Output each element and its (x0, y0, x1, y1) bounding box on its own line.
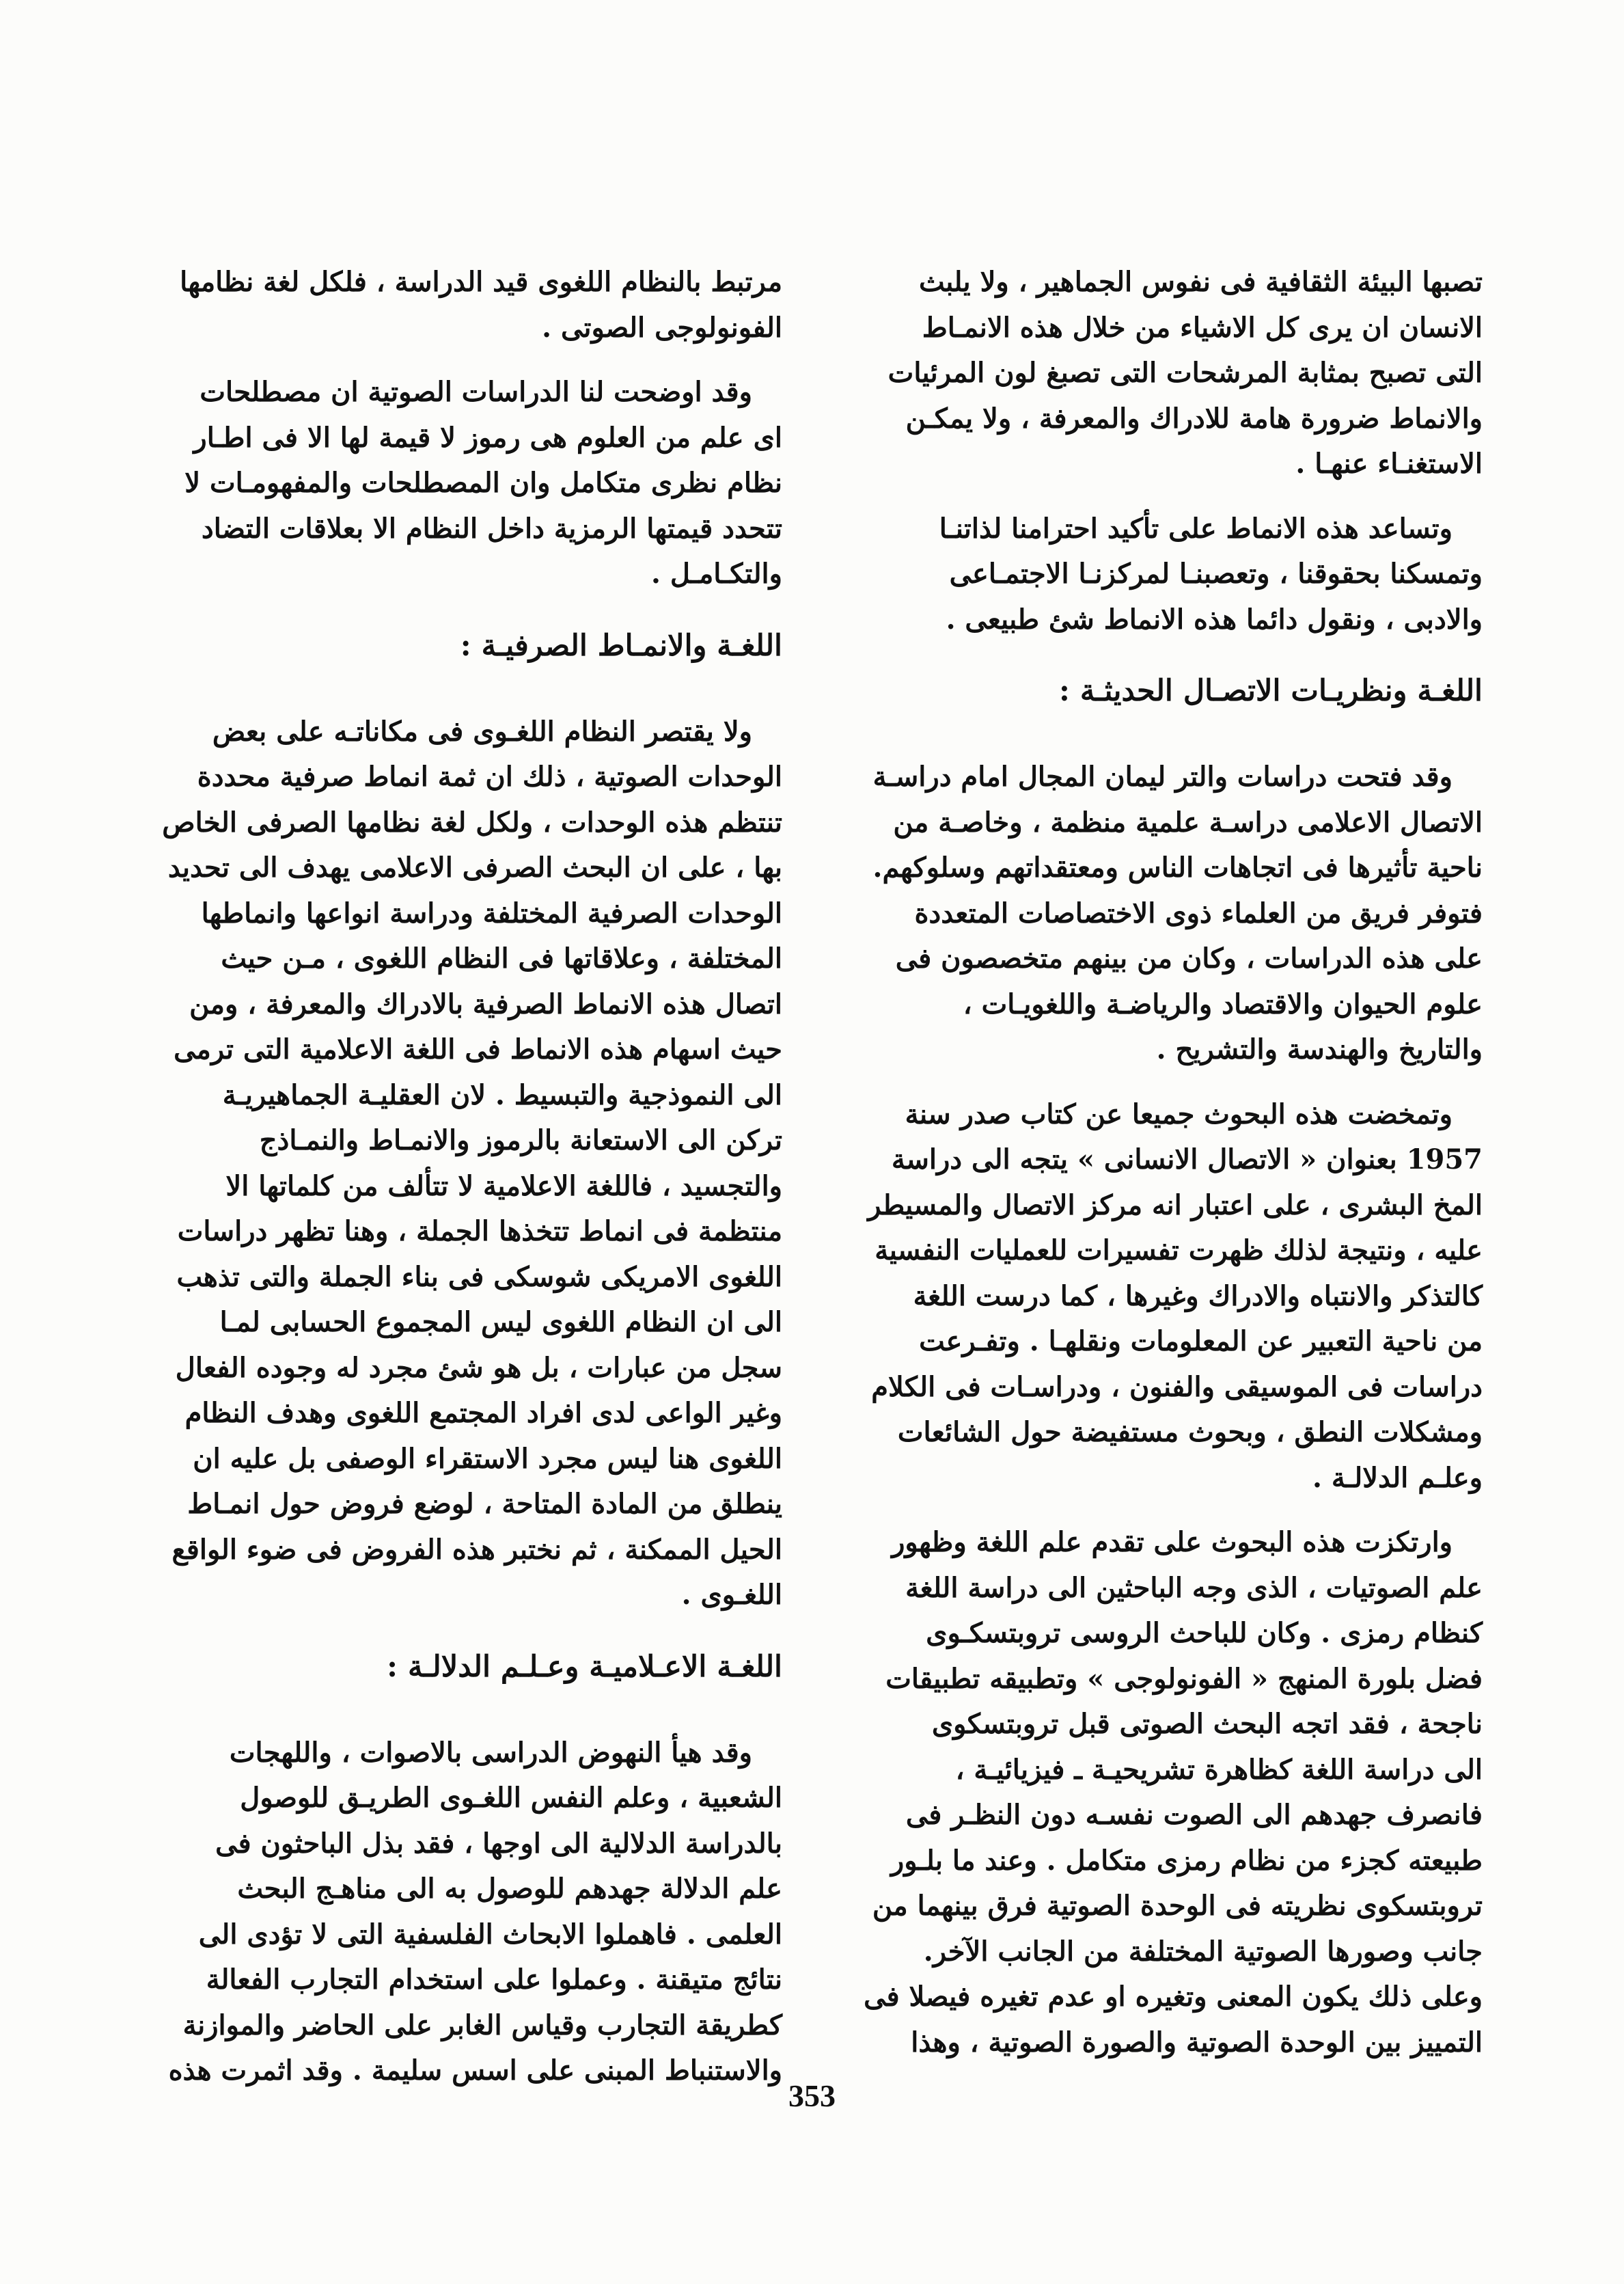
paragraph: وقد اوضحت لنا الدراسات الصوتية ان مصطلحات اى علم من العلوم هى رموز لا قيمة لها الا فى اطـار نظام نظرى متكامل وان المصطلحات والمفهومـات لا تتحدد قيمتها الرمزية داخل النظام الا بعلاقات التضاد والتكـامـل . (184, 376, 782, 590)
paragraph: تصبها البيئة الثقافية فى نفوس الجماهير ، ولا يلبث الانسان ان يرى كل الاشياء من خلال هذه الانمـاط التى تصبح بمثابة المرشحات التى تصبغ لون المرئيات والانماط ضرورة هامة للادراك والمعرفة ، ولا يمكـن الاستغنـاء عنهـا . (887, 266, 1483, 480)
paragraph: وقد هيأ النهوض الدراسى بالاصوات ، واللهجات الشعبية ، وعلم النفس اللغـوى الطريـق للوصول بالدراسة الدلالية الى اوجها ، فقد بذل الباحثون فى علم الدلالة جهدهم للوصول به الى مناهـج البحث العلمى . فاهملوا الابحاث الفلسفية التى لا تؤدى الى نتائج متيقنة . وعملوا على استخدام التجارب الفعالة كطريقة التجارب وقياس الغابر على الحاضر والموازنة والاستنباط المبنى على اسس سليمة . وقد اثمرت هذه (168, 1736, 782, 2086)
left-column (147, 260, 782, 2113)
paragraph: وتمخضت هذه البحوث جميعا عن كتاب صدر سنة 1957 بعنوان « الاتصال الانسانى » يتجه الى دراسة المخ البشرى ، على اعتبار انه مركز الاتصال والمسيطر عليه ، ونتيجة لذلك ظهرت تفسيرات للعمليات النفسية كالتذكر والانتباه والادراك وغيرها ، كما درست اللغة من ناحية التعبير عن المعلومات ونقلهـا . وتفـرعت دراسات فى الموسيقى والفنون ، ودراسـات فى الكلام ومشكلات النطق ، وبحوث مستفيضة حول الشائعات وعلـم الدلالـة . (868, 1098, 1483, 1494)
paragraph: وارتكزت هذه البحوث على تقدم علم اللغة وظهور علم الصوتيات ، الذى وجه الباحثين الى دراسة اللغة كنظام رمزى . وكان للباحث الروسى تروبتسكـوى فضل بلورة المنهج « الفونولوجى » وتطبيقه تطبيقات ناجحة ، فقد اتجه البحث الصوتى قبل تروبتسكوى الى دراسة اللغة كظاهرة تشريحيـة ـ فيزيائيـة ، فانصرف جهدهم الى الصوت نفسـه دون النظـر فى طبيعته كجزء من نظام رمزى متكامل . وعند ما بلـور تروبتسكوى نظريته فى الوحدة الصوتية فرق بينهما من جانب وصورها الصوتية المختلفة من الجانب الآخر. وعلى ذلك يكون المعنى وتغيره او عدم تغيره فيصلا فى التمييز بين الوحدة الصوتية والصورة الصوتية ، وهذا (864, 1526, 1483, 2058)
paragraph: مرتبط بالنظام اللغوى قيد الدراسة ، فلكل لغة نظامها الفونولوجى الصوتى . (180, 266, 782, 344)
page-number: 353 (788, 2078, 836, 2113)
section-heading: اللغـة الاعـلاميـة وعـلـم الدلالـة : (387, 1649, 782, 1684)
section-heading: اللغـة ونظريـات الاتصـال الحديثـة : (1059, 674, 1483, 708)
paragraph: وقد فتحت دراسات والتر ليمان المجال امام دراسـة الاتصال الاعلامى دراسـة علمية منظمة ، وخاصـة من ناحية تأثيرها فى اتجاهات الناس ومعتقداتهم وسلوكهم. فتوفر فريق من العلماء ذوى الاختصاصات المتعددة على هذه الدراسات ، وكان من بينهم متخصصون فى علوم الحيوان والاقتصاد والرياضـة واللغويـات ، والتاريخ والهندسة والتشريح . (872, 761, 1483, 1065)
paragraph: وتساعد هذه الانماط على تأكيد احترامنا لذاتنـا وتمسكنا بحقوقنا ، وتعصبنـا لمركزنـا الاجتمـاعى والادبى ، ونقول دائما هذه الانماط شئ طبيعى . (939, 512, 1483, 636)
section-heading: اللغـة والانمـاط الصرفيـة : (460, 628, 782, 663)
right-column (847, 260, 1483, 2084)
paragraph: ولا يقتصر النظام اللغـوى فى مكاناتـه على بعض الوحدات الصوتية ، ذلك ان ثمة انماط صرفية محددة تنتظم هذه الوحدات ، ولكل لغة نظامها الصرفى الخاص بها ، على ان البحث الصرفى الاعلامى يهدف الى تحديد الوحدات الصرفية المختلفة ودراسة انواعها وانماطها المختلفة ، وعلاقاتها فى النظام اللغوى ، مـن حيث اتصال هذه الانماط الصرفية بالادراك والمعرفة ، ومن حيث اسهام هذه الانماط فى اللغة الاعلامية التى ترمى الى النموذجية والتبسيط . لان العقليـة الجماهيريـة تركن الى الاستعانة بالرموز والانمـاط والنمـاذج والتجسيد ، فاللغة الاعلامية لا تتألف من كلماتها الا منتظمة فى انماط تتخذها الجملة ، وهنا تظهر دراسات اللغوى الامريكى شوسكى فى بناء الجملة والتى تذهب الى ان النظام اللغوى ليس المجموع الحسابى لمـا سجل من عبارات ، بل هو شئ مجرد له وجوده الفعال وغير الواعى لدى افراد المجتمع اللغوى وهدف النظام اللغوى هنا ليس مجرد الاستقراء الوصفى بل عليه ان ينطلق من المادة المتاحة ، لوضع فروض حول انمـاط الحيل الممكنة ، ثم نختبر هذه الفروض فى ضوء الواقع اللغـوى . (162, 715, 782, 1611)
